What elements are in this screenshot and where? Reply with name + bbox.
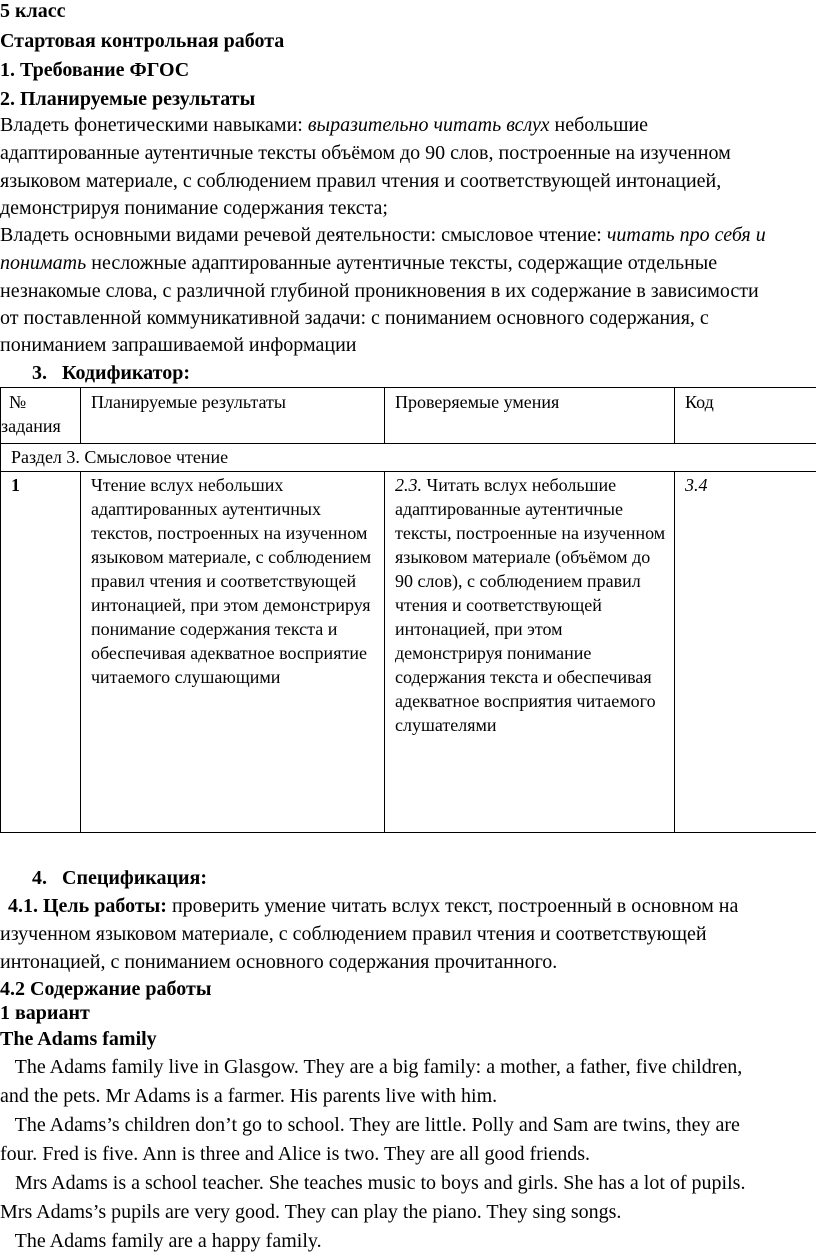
codifier-table (0, 387, 816, 833)
row-code (675, 472, 816, 833)
section-title: Раздел 3. Смысловое чтение (1, 444, 816, 472)
specification-heading: 4. Спецификация: (32, 867, 207, 890)
row-tested-skills (385, 472, 675, 833)
grade-heading: 5 класс (0, 0, 66, 23)
header-task-number (1, 388, 81, 444)
table-header-row (1, 388, 816, 444)
story-line-3: The Adams’s children don’t go to school. They are little. Polly and Sam are twins, they are (0, 1111, 816, 1140)
story-text (0, 1053, 816, 1256)
skill-code: 2.3. (395, 475, 422, 495)
content-heading: 4.2 Содержание работы (0, 978, 211, 1001)
results-paragraph-2-line-5: пониманием запрашиваемой информации (0, 334, 357, 357)
results-paragraph-1-line-4: демонстрируя понимание содержания текста; (0, 197, 388, 220)
goal-line-2: изученном языковом материале, с соблюдением правил чтения и соответствующей (0, 923, 707, 946)
header-code: Код (675, 388, 816, 444)
section-row (1, 444, 816, 472)
story-line-5: Mrs Adams is a school teacher. She teaches music to boys and girls. She has a lot of pupils. (0, 1169, 816, 1198)
results-paragraph-1-line-2: адаптированные аутентичные тексты объёмом до 90 слов, построенные на изученном (0, 142, 731, 165)
results-heading: 2. Планируемые результаты (0, 88, 255, 111)
results-paragraph-2-line-1: Владеть основными видами речевой деятельности: смысловое чтение: читать про себя и (0, 224, 766, 247)
table-row (1, 472, 816, 833)
row-task-number: 1 (1, 472, 81, 833)
goal-line-1: 4.1. Цель работы: проверить умение читать вслух текст, построенный в основном на (8, 895, 738, 918)
results-paragraph-2-line-2: понимать несложные адаптированные аутентичные тексты, содержащие отдельные (0, 252, 717, 275)
goal-line-3: интонацией, с пониманием основного содержания прочитанного. (0, 951, 557, 974)
story-title: The Adams family (0, 1028, 157, 1051)
results-paragraph-2-line-3: незнакомые слова, с различной глубиной проникновения в их содержание в зависимости (0, 280, 759, 303)
story-line-2: and the pets. Mr Adams is a farmer. His parents live with him. (0, 1082, 816, 1111)
code-value: 3.4 (685, 475, 708, 495)
codifier-heading: 3. Кодификатор: (32, 362, 190, 385)
header-task-word: задания (1, 414, 80, 438)
story-line-1: The Adams family live in Glasgow. They are a big family: a mother, a father, five children, (0, 1053, 816, 1082)
results-paragraph-1-line-3: языковом материале, с соблюдением правил чтения и соответствующей интонацией, (0, 170, 721, 193)
story-line-6: Mrs Adams’s pupils are very good. They can play the piano. They sing songs. (0, 1198, 816, 1227)
skill-text: Читать вслух небольшие адаптированные аутентичные тексты, построенные на изученном языковом материале (объёмом до 90 слов), с соблюдением правил чтения и соответствующей интонацией, при этом демонстрируя понимание содержания текста и обеспечивая адекватное восприятия читаемого слушателями (395, 475, 665, 735)
results-paragraph-2-line-4: от поставленной коммуникативной задачи: с пониманием основного содержания, с (0, 307, 709, 330)
header-tested-skills: Проверяемые умения (385, 388, 675, 444)
results-paragraph-1-line-1: Владеть фонетическими навыками: выразительно читать вслух небольшие (0, 114, 648, 137)
story-line-4: four. Fred is five. Ann is three and Alice is two. They are all good friends. (0, 1140, 816, 1169)
variant-heading: 1 вариант (0, 1002, 90, 1025)
requirement-heading: 1. Требование ФГОС (0, 59, 189, 82)
document-title: Стартовая контрольная работа (0, 30, 284, 53)
header-number-sign: № (9, 390, 80, 414)
row-planned-results: Чтение вслух небольших адаптированных аутентичных текстов, построенных на изученном языковом материале, с соблюдением правил чтения и соответствующей интонацией, при этом демонстрируя понимание содержания текста и обеспечивая адекватное восприятие читаемого слушающими (81, 472, 385, 833)
story-line-7: The Adams family are a happy family. (0, 1227, 816, 1256)
header-planned-results: Планируемые результаты (81, 388, 385, 444)
